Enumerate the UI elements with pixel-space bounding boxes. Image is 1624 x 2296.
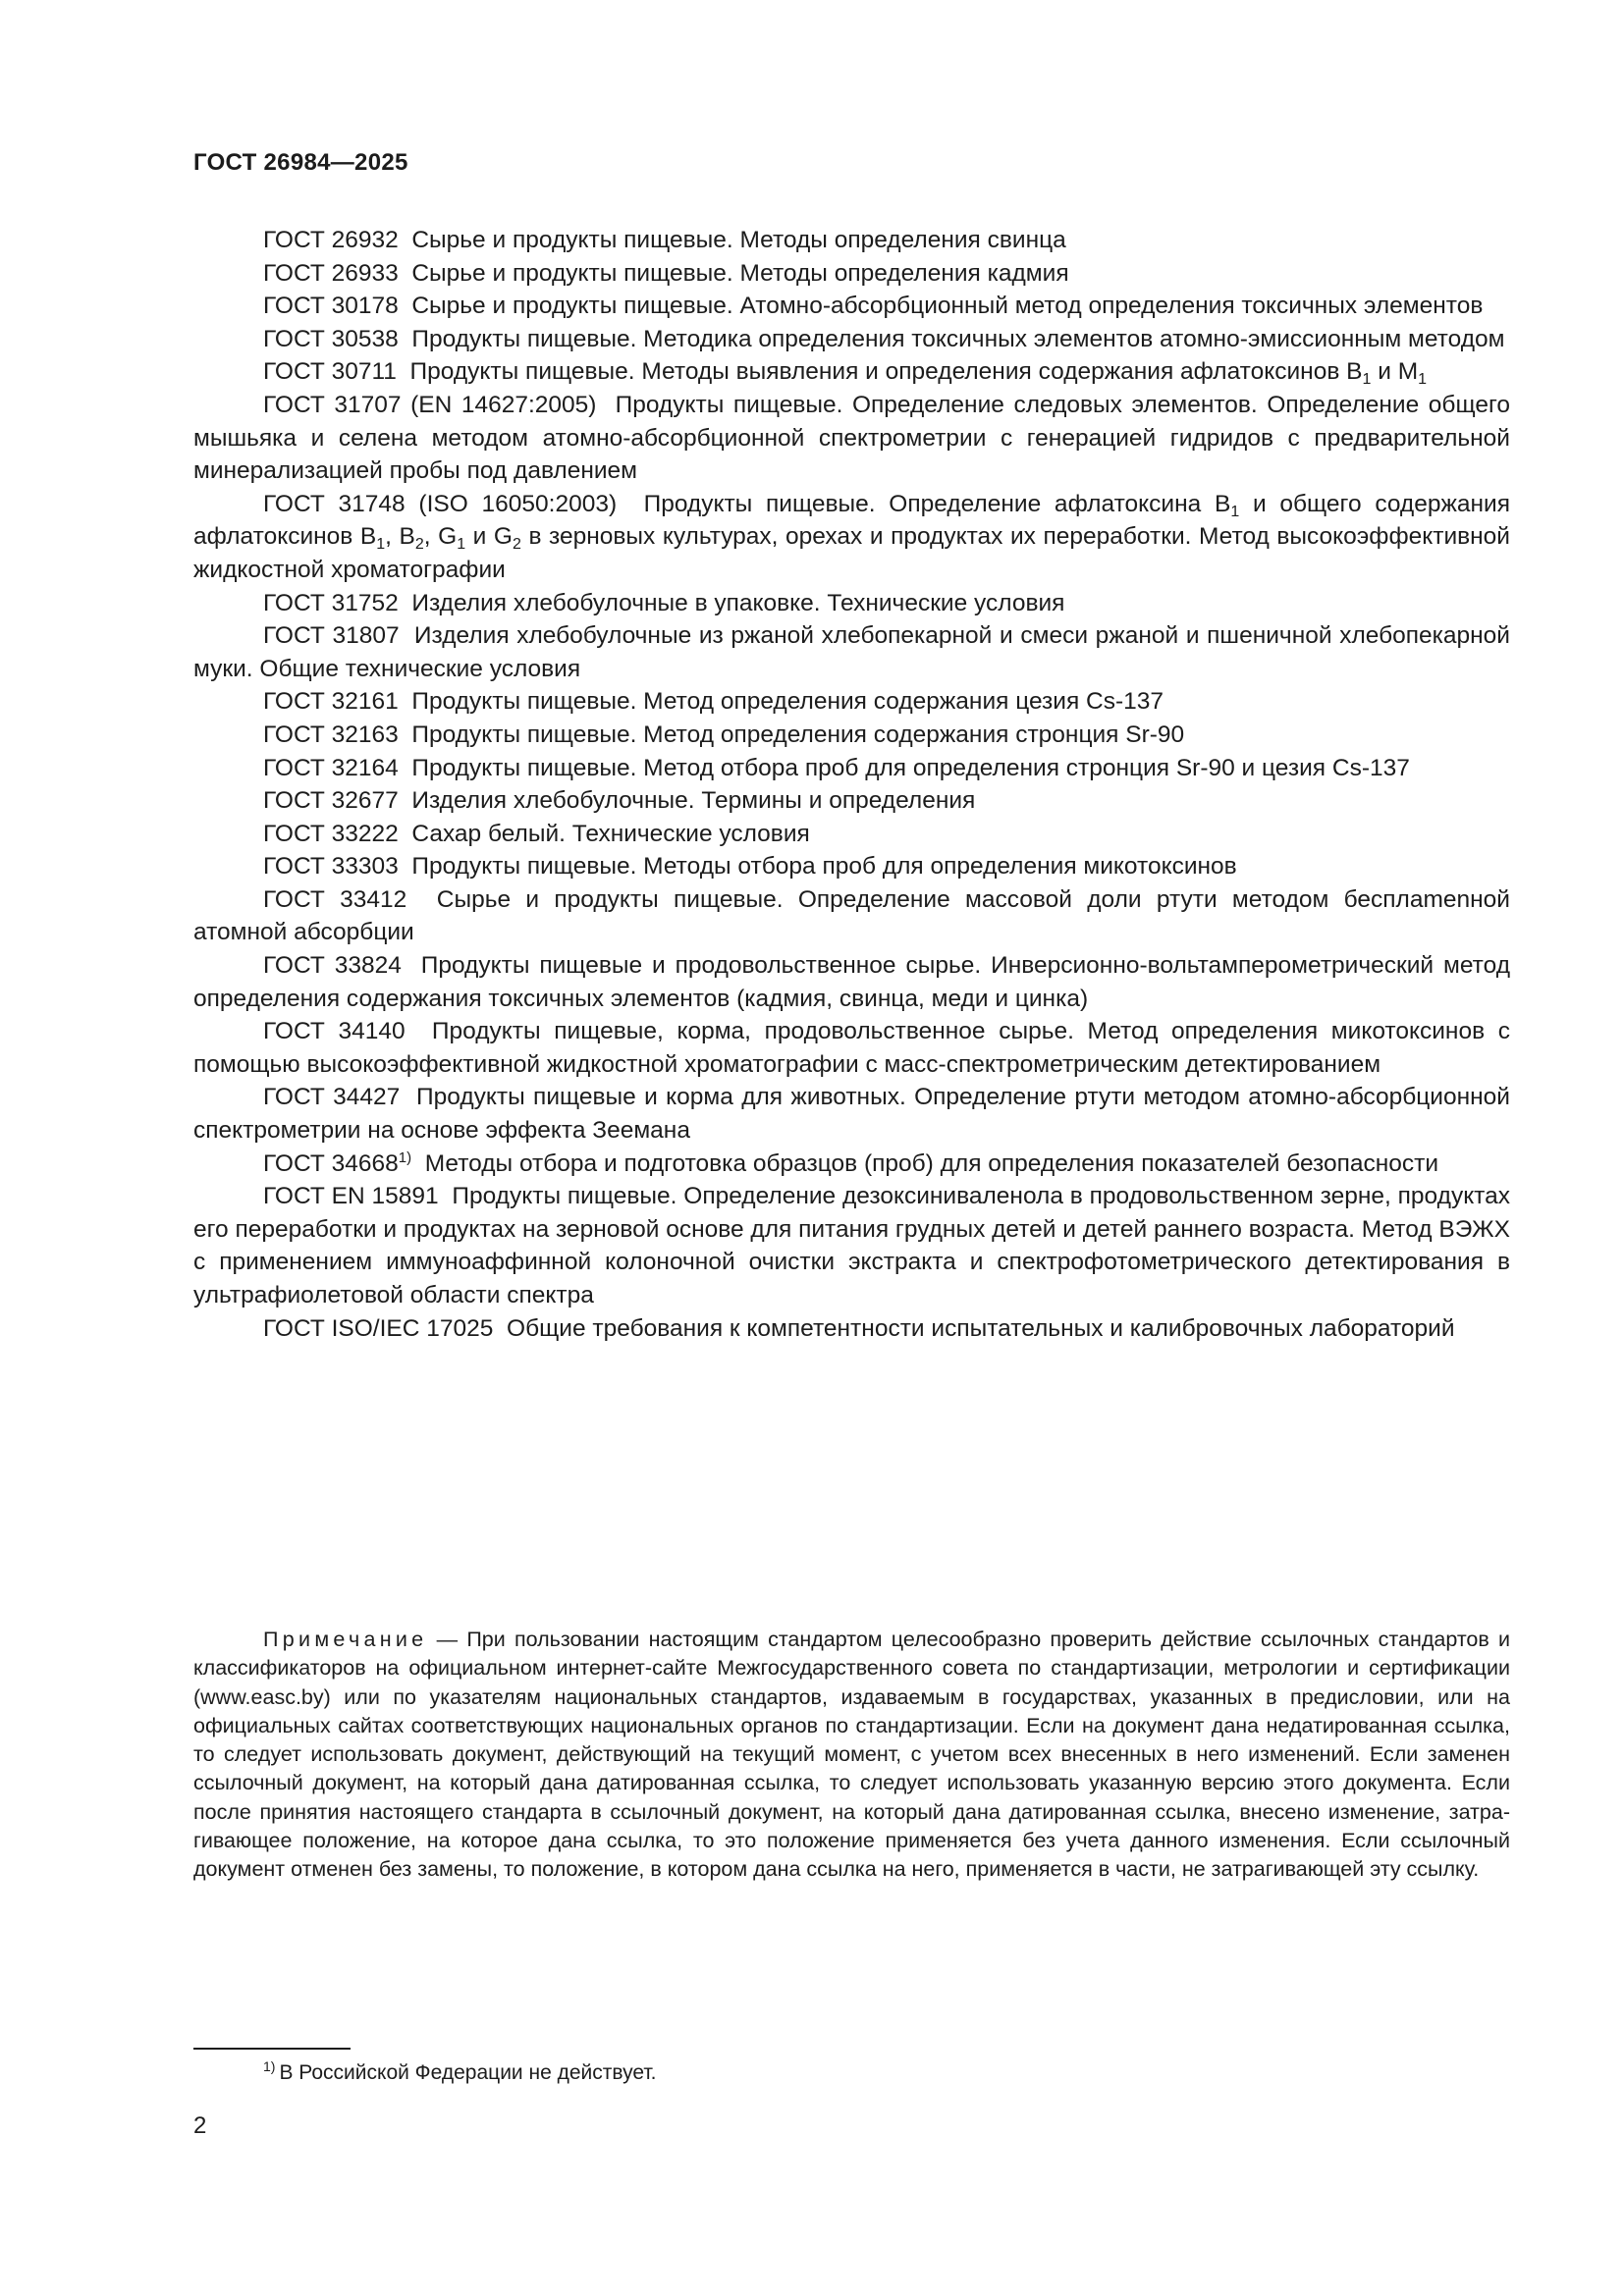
- reference-title: Общие требования к компетентности испытательных и калибровочных лабораторий: [507, 1314, 1455, 1342]
- reference-title: Сырье и продукты пищевые. Методы определения кадмия: [411, 259, 1069, 287]
- reference-title: Продукты пищевые и корма для животных. Определение ртути методом атомно-абсорбционной спектрометрии на основе эффекта Зеемана: [193, 1084, 1510, 1145]
- reference-item: [193, 488, 1510, 587]
- reference-code: ГОСТ 33222: [263, 820, 399, 847]
- reference-code: ГОСТ 31752: [263, 589, 399, 616]
- reference-title: Сырье и продукты пищевые. Атомно-абсорбционный метод определения токсичных элементов: [411, 293, 1484, 320]
- footnote-marker: 1): [263, 2058, 276, 2074]
- reference-item: [193, 1081, 1510, 1147]
- reference-item: [193, 1180, 1510, 1311]
- reference-title: Продукты пищевые. Методы выявления и определения содержания афлатоксинов: [409, 358, 1340, 386]
- footnote: [263, 2058, 657, 2085]
- reference-title: Продукты пищевые. Определение дезоксиниваленола в продовольственном зерне, продуктах его переработки и продуктах на зерновой основе для питания грудных детей и детей раннего возраста. Метод ВЭЖХ с применением иммуноаффинной колоночной очистки экстракта и спектрофотометрического детектирования в ультрафиолетовой области спектра: [193, 1183, 1511, 1308]
- reference-code: ГОСТ 34140: [263, 1018, 406, 1045]
- reference-item: [193, 1148, 1510, 1181]
- reference-code: ГОСТ 33412: [263, 885, 407, 913]
- reference-code: ГОСТ 34668: [263, 1149, 399, 1177]
- reference-item: [193, 818, 1510, 851]
- note-text: — При пользовании настоящим стандартом целесообразно проверить действие ссылочных стандартов и классификаторов на официальном интернет-сайте Межгосударственного совета по стандартизации, метрологии и сертификации (www.easc.by) или по указателям национальных стандартов, издаваемым в государствах, указанных в предисловии, или на официальных сайтах соответствующих национальных органов по стандартизации. Если на документ дана недатированная ссылка, то следует использовать документ, действующий на текущий момент, с учетом всех внесенных в него изменений. Если заменен ссылочный документ, на который дана датированная ссылка, то следует использовать указанную версию этого документа. Если после принятия настоящего стандарта в ссылочный документ, на который дана датированная ссылка, внесено изменение, затрагивающее положение, на которое дана ссылка, то это положение применяется без учета данного изменения. Если ссылочный документ отменен без замены, то положение, в котором дана ссылка на него, применяется в части, не затрагивающей эту ссылку.: [193, 1628, 1510, 1882]
- reference-code: ГОСТ 30178: [263, 293, 399, 320]
- reference-item: [193, 587, 1510, 620]
- reference-title: Продукты пищевые. Определение следовых элементов. Определение общего мышьяка и селена методом атомно-абсорбционной спектрометрии с генерацией гидридов с предварительной минерализацией пробы под давлением: [193, 391, 1510, 485]
- reference-title: Продукты пищевые. Метод отбора проб для определения стронция Sr-90 и цезия Cs-137: [411, 754, 1410, 781]
- reference-item: [193, 685, 1510, 719]
- reference-title: Продукты пищевые. Методика определения токсичных элементов атомно-эмиссионным методом: [411, 325, 1505, 352]
- reference-item: [193, 619, 1510, 685]
- reference-code: ГОСТ 34427: [263, 1084, 401, 1111]
- reference-title: Сырье и продукты пищевые. Определение массовой доли ртути методом бесплamenной атомной абсорбции: [193, 885, 1510, 946]
- page-number: 2: [193, 2112, 207, 2139]
- reference-code: ГОСТ 33824: [263, 952, 402, 980]
- reference-title: Изделия хлебобулочные. Термины и определения: [411, 787, 976, 815]
- reference-title: Методы отбора и подготовка образцов (проб) для определения показателей безопасности: [424, 1149, 1439, 1177]
- reference-title: Продукты пищевые и продовольственное сырье. Инверсионно-вольтамперометрический метод определения содержания токсичных элементов (кадмия, свинца, меди и цинка): [193, 952, 1510, 1012]
- reference-item: [193, 323, 1510, 356]
- footnote-text: В Российской Федерации не действует.: [279, 2061, 657, 2084]
- reference-item: [193, 1015, 1510, 1081]
- reference-code: ГОСТ 33303: [263, 853, 399, 881]
- reference-item: [193, 389, 1510, 488]
- reference-title: Изделия хлебобулочные в упаковке. Технические условия: [411, 589, 1065, 616]
- reference-item: [193, 949, 1510, 1015]
- reference-item: [193, 355, 1510, 389]
- reference-item: [193, 257, 1510, 291]
- document-header: ГОСТ 26984—2025: [193, 149, 408, 176]
- reference-code: ГОСТ 26933: [263, 259, 399, 287]
- reference-item: [193, 719, 1510, 752]
- reference-title: Продукты пищевые, корма, продовольственное сырье. Метод определения микотоксинов с помощью высокоэффективной жидкостной хроматографии с масс-спектрометрическим детектированием: [193, 1018, 1511, 1078]
- footnote-mark: 1): [398, 1148, 412, 1166]
- reference-code: ГОСТ EN 15891: [263, 1183, 439, 1210]
- reference-code: ГОСТ 31748 (ISO 16050:2003): [263, 490, 618, 517]
- reference-code: ГОСТ 31807: [263, 622, 400, 650]
- reference-item: [193, 224, 1510, 257]
- normative-references-list: [193, 224, 1510, 1345]
- reference-title-tail: $B_1$ и $M_1$: [1346, 358, 1428, 389]
- reference-title: Сырье и продукты пищевые. Методы определения свинца: [411, 227, 1066, 253]
- reference-item: [193, 752, 1510, 785]
- reference-title: Продукты пищевые. Метод определения содержания цезия Cs-137: [411, 688, 1164, 716]
- reference-item: [193, 850, 1510, 883]
- reference-code: ГОСТ 30711: [263, 358, 397, 386]
- note-paragraph: [193, 1626, 1510, 1885]
- reference-item: [193, 883, 1510, 949]
- reference-code: ГОСТ 31707 (EN 14627:2005): [263, 391, 597, 418]
- reference-item: [193, 784, 1510, 818]
- reference-title: Продукты пищевые. Метод определения содержания стронция Sr-90: [411, 721, 1185, 748]
- note-label: Примечание: [263, 1628, 428, 1651]
- reference-code: ГОСТ 32164: [263, 754, 399, 781]
- reference-code: ГОСТ 32161: [263, 688, 399, 716]
- reference-title: Сахар белый. Технические условия: [411, 820, 810, 847]
- reference-item: [193, 1312, 1510, 1346]
- reference-code: ГОСТ 32677: [263, 787, 399, 815]
- footnote-separator: [193, 2048, 351, 2050]
- reference-code: ГОСТ 26932: [263, 227, 399, 253]
- reference-title: Продукты пищевые. Методы отбора проб для определения микотоксинов: [411, 853, 1237, 881]
- reference-title: Продукты пищевые. Определение афлатоксина $B_1$ и общего содержания афлатоксинов $B_1$, $B_2$, $G_1$ и $G_2$ в зерновых культурах, орехах и продуктах их переработки. Метод высокоэффективной жидкостной хроматографии: [193, 490, 1510, 583]
- reference-code: ГОСТ ISO/IEC 17025: [263, 1314, 494, 1342]
- reference-item: [193, 290, 1510, 323]
- reference-code: ГОСТ 32163: [263, 721, 399, 748]
- reference-title: Изделия хлебобулочные из ржаной хлебопекарной и смеси ржаной и пшеничной хлебопекарной муки. Общие технические условия: [193, 622, 1510, 682]
- reference-code: ГОСТ 30538: [263, 325, 399, 352]
